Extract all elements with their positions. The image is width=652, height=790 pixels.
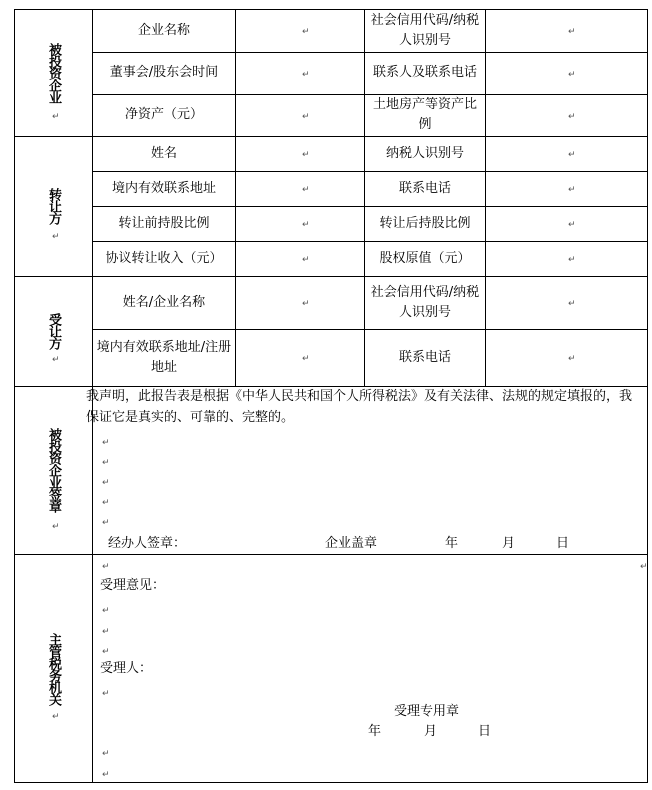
year-label: 年 (368, 724, 382, 739)
section-label: 受让方 (46, 313, 61, 349)
section-divider (14, 554, 648, 555)
paragraph-mark-icon: ↵ (302, 255, 310, 265)
paragraph-mark-icon: ↵ (302, 112, 310, 122)
paragraph-mark-icon: ↵ (52, 355, 60, 365)
field-label: 联系电话 (398, 349, 451, 365)
paragraph-mark-icon: ↵ (568, 220, 576, 230)
company-seal-label: 企业盖章 (325, 536, 378, 551)
column-divider (235, 9, 236, 386)
section-label: 被投资企业 (46, 42, 61, 103)
field-label: 转让前持股比例 (118, 215, 210, 231)
column-divider (485, 9, 486, 386)
paragraph-mark-icon: ↵ (102, 606, 110, 616)
field-label: 土地房产等资产比例 (372, 97, 477, 132)
section-label: 主管税务机关 (46, 632, 61, 705)
paragraph-mark-icon: ↵ (102, 627, 110, 637)
paragraph-mark-icon: ↵ (302, 27, 310, 37)
paragraph-mark-icon: ↵ (102, 770, 110, 780)
paragraph-mark-icon: ↵ (302, 354, 310, 364)
year-label: 年 (445, 536, 459, 551)
receiver-label: 受理人： (100, 661, 153, 676)
section-label: 被投资企业签章 (46, 428, 61, 512)
month-label: 月 (424, 724, 438, 739)
seal-label: 受理专用章 (394, 704, 460, 719)
field-label: 境内有效联系地址 (111, 180, 216, 196)
day-label: 日 (556, 536, 570, 551)
field-label: 社会信用代码/纳税人识别号 (370, 284, 480, 320)
opinion-label: 受理意见： (100, 578, 166, 593)
field-label: 董事会/股东会时间 (109, 65, 219, 80)
paragraph-mark-icon: ↵ (102, 647, 110, 657)
paragraph-mark-icon: ↵ (102, 749, 110, 759)
field-label: 联系电话 (398, 180, 451, 196)
paragraph-mark-icon: ↵ (102, 498, 110, 508)
field-label: 净资产（元） (124, 107, 203, 122)
paragraph-mark-icon: ↵ (302, 70, 310, 80)
paragraph-mark-icon: ↵ (302, 150, 310, 160)
section-tax (14, 554, 92, 783)
field-label: 姓名 (150, 145, 177, 161)
paragraph-mark-icon: ↵ (302, 185, 310, 195)
paragraph-mark-icon: ↵ (102, 689, 110, 699)
section-transferee (14, 276, 92, 386)
paragraph-mark-icon: ↵ (568, 150, 576, 160)
paragraph-mark-icon: ↵ (52, 232, 60, 242)
agent-sign-label: 经办人签章： (108, 536, 187, 551)
field-label: 姓名/企业名称 (122, 294, 206, 310)
field-label: 纳税人识别号 (385, 145, 464, 161)
paragraph-mark-icon: ↵ (568, 70, 576, 80)
paragraph-mark-icon: ↵ (102, 458, 110, 468)
paragraph-mark-icon: ↵ (52, 522, 60, 532)
field-label: 协议转让收入（元） (105, 250, 223, 266)
paragraph-mark-icon: ↵ (102, 518, 110, 528)
day-label: 日 (478, 724, 492, 739)
paragraph-mark-icon: ↵ (52, 112, 60, 122)
paragraph-mark-icon: ↵ (568, 299, 576, 309)
paragraph-mark-icon: ↵ (102, 562, 110, 572)
paragraph-mark-icon: ↵ (568, 354, 576, 364)
field-label: 社会信用代码/纳税人识别号 (370, 12, 480, 48)
paragraph-mark-icon: ↵ (640, 562, 648, 572)
paragraph-mark-icon: ↵ (568, 255, 576, 265)
month-label: 月 (502, 536, 516, 551)
section-transferor (14, 136, 92, 276)
paragraph-mark-icon: ↵ (102, 478, 110, 488)
paragraph-mark-icon: ↵ (568, 27, 576, 37)
section-label: 转让方 (46, 188, 61, 224)
paragraph-mark-icon: ↵ (568, 112, 576, 122)
paragraph-mark-icon: ↵ (302, 299, 310, 309)
field-label: 联系人及联系电话 (372, 65, 477, 80)
field-label: 境内有效联系地址/注册地址 (96, 339, 232, 375)
paragraph-mark-icon: ↵ (52, 712, 60, 722)
paragraph-mark-icon: ↵ (302, 220, 310, 230)
field-label: 企业名称 (137, 22, 190, 38)
paragraph-mark-icon: ↵ (568, 185, 576, 195)
field-label: 股权原值（元） (379, 250, 471, 266)
field-label: 转让后持股比例 (379, 215, 471, 231)
paragraph-mark-icon: ↵ (102, 438, 110, 448)
declaration-text: 我声明，此报告表是根据《中华人民共和国个人所得税法》及有关法律、法规的规定填报的，我保证它是真实的、可靠的、完整的。 (86, 389, 633, 425)
